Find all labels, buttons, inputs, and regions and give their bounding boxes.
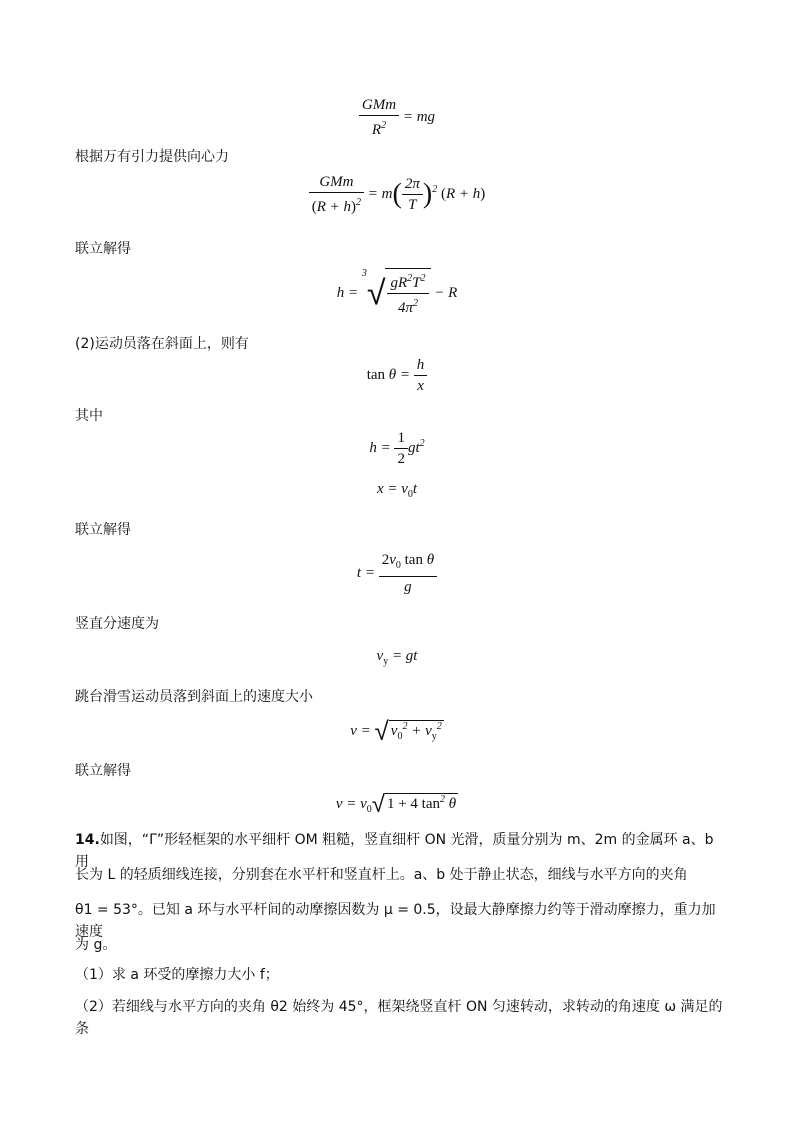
equation-7: t = $\frac{2v_0 \tan \theta}{g}$ (0, 550, 794, 597)
equation-1: $\frac{\text{GMm}}{R^2}$ = mg (0, 95, 794, 140)
equation-3: h = $^3$√ $\frac{gR^2T^2}{4\pi^2}$ − R (336, 268, 458, 316)
equation-10: $v = v_0√$ 1 + 4 $\tan^2 \theta$ (335, 790, 457, 818)
question-number: 14. (75, 832, 100, 848)
question-line-2: 长为 L 的轻质细线连接，分别套在水平杆和竖直杆上。a、b 处于静止状态，细线与水平方向的夹角 (75, 867, 688, 883)
text-gravity-note: 根据万有引力提供向心力 (75, 149, 229, 165)
text-solve-3: 联立解得 (75, 763, 131, 779)
equation-9: v = √ $v_0^2 + v_y^2$ (350, 717, 442, 747)
question-14 (75, 829, 724, 1037)
sub-question-2: （2）若细线与水平方向的夹角 θ2 始终为 45°，框架绕竖直杆 ON 匀速转动，求转动的角速度 ω 满足的条 (75, 999, 723, 1037)
text-where: 其中 (75, 408, 103, 424)
equation-4: tan θ = $\frac{h}{x}$ (0, 355, 794, 396)
sub-question-1: （1）求 a 环受的摩擦力大小 f； (75, 967, 279, 983)
text-landing-speed: 跳台滑雪运动员落到斜面上的速度大小 (75, 689, 313, 705)
text-part2-intro: (2)运动员落在斜面上，则有 (75, 336, 249, 352)
text-solve-1: 联立解得 (75, 241, 131, 257)
equation-5: h = $\frac{1}{2}$ $gt^2$ (369, 430, 425, 467)
question-line-3: θ1 = 53°。已知 a 环与水平杆间的动摩擦因数为 μ = 0.5，设最大静摩擦力约等于滑动摩擦力，重力加速度 (75, 902, 716, 940)
question-line-4: 为 g。 (75, 937, 117, 953)
question-line-1: 14.如图，“Γ”形轻框架的水平细杆 OM 粗糙，竖直细杆 ON 光滑，质量分别为 m、2m 的金属环 a、b 用 (75, 832, 714, 870)
text-vertical-velocity: 竖直分速度为 (75, 616, 159, 632)
equation-8: $v_y$ = gt (376, 648, 418, 667)
equation-2: $\frac{\text{GMm}}{(R + h)^2}$ = m( $\frac{2\pi}{T}$ )$^2$ (R + h) (0, 172, 794, 217)
equation-6: $x = v_0t$ (376, 481, 418, 500)
text-solve-2: 联立解得 (75, 522, 131, 538)
